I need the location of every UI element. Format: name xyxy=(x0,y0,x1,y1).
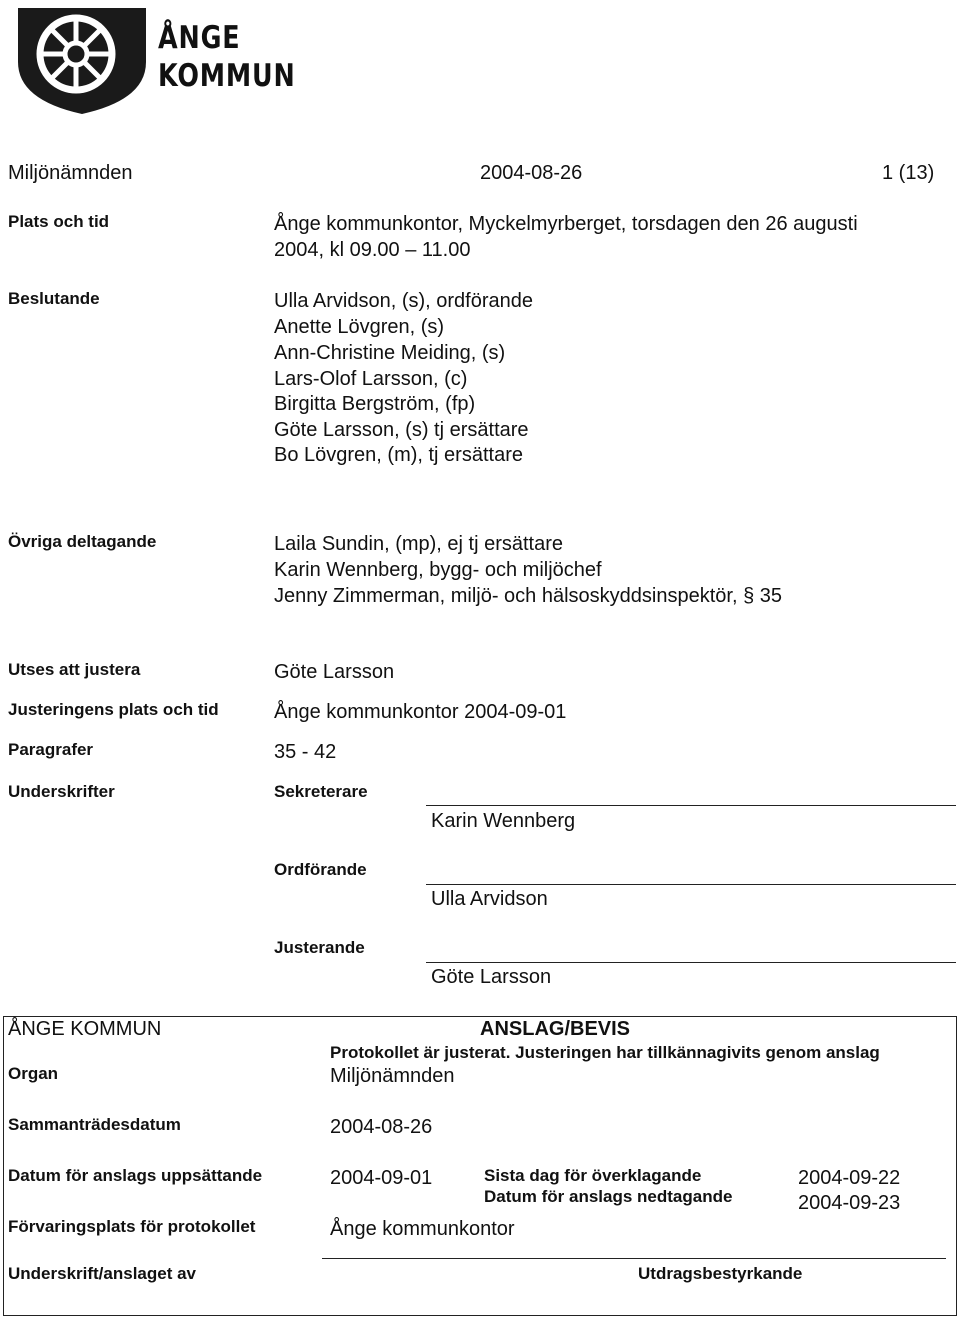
beslutande-line: Ulla Arvidson, (s), ordförande xyxy=(274,290,534,312)
sammantrade-label: Sammanträdesdatum xyxy=(8,1115,181,1134)
plats-label: Plats och tid xyxy=(8,212,110,231)
signature-name: Ulla Arvidson xyxy=(431,888,548,910)
paragrafer-value: 35 - 42 xyxy=(274,741,337,763)
anslag-intro: Protokollet är justerat. Justeringen har tillkännagivits genom anslag xyxy=(330,1043,880,1062)
signature-role: Ordförande xyxy=(274,860,367,879)
utdrag-label: Utdragsbestyrkande xyxy=(638,1264,803,1283)
ange-wheel-emblem-icon xyxy=(14,4,150,116)
anslag-signature-line xyxy=(322,1258,946,1259)
utses-label: Utses att justera xyxy=(8,660,141,679)
nedtagande-label: Datum för anslags nedtagande xyxy=(484,1187,733,1206)
beslutande-label: Beslutande xyxy=(8,289,100,308)
header-organ: Miljönämnden xyxy=(8,162,133,184)
overklagande-value: 2004-09-22 xyxy=(798,1167,901,1189)
forvaring-label: Förvaringsplats för protokollet xyxy=(8,1217,256,1236)
underskrifter-label: Underskrifter xyxy=(8,782,115,801)
signature-name: Karin Wennberg xyxy=(431,810,576,832)
beslutande-line: Birgitta Bergström, (fp) xyxy=(274,393,476,415)
organ-label: Organ xyxy=(8,1064,59,1083)
sammantrade-value: 2004-08-26 xyxy=(330,1116,433,1138)
logo-line-kommun: KOMMUN xyxy=(158,58,296,94)
underskrift-label: Underskrift/anslaget av xyxy=(8,1264,197,1283)
nedtagande-value: 2004-09-23 xyxy=(798,1192,901,1214)
anslag-title: ANSLAG/BEVIS xyxy=(480,1018,631,1040)
uppsattande-value: 2004-09-01 xyxy=(330,1167,433,1189)
overklagande-label: Sista dag för överklagande xyxy=(484,1166,702,1185)
plats-line-1: Ånge kommunkontor, Myckelmyrberget, torsdagen den 26 augusti xyxy=(274,213,858,235)
beslutande-line: Anette Lövgren, (s) xyxy=(274,316,445,338)
ovriga-line: Jenny Zimmerman, miljö- och hälsoskyddsinspektör, § 35 xyxy=(274,585,782,607)
justering-label: Justeringens plats och tid xyxy=(8,700,219,719)
utses-value: Göte Larsson xyxy=(274,661,395,683)
beslutande-line: Göte Larsson, (s) tj ersättare xyxy=(274,419,529,441)
signature-role: Justerande xyxy=(274,938,365,957)
signature-line xyxy=(426,884,956,885)
forvaring-value: Ånge kommunkontor xyxy=(330,1218,515,1240)
ovriga-line: Laila Sundin, (mp), ej tj ersättare xyxy=(274,533,564,555)
ovriga-label: Övriga deltagande xyxy=(8,532,157,551)
signature-name: Göte Larsson xyxy=(431,966,552,988)
ovriga-line: Karin Wennberg, bygg- och miljöchef xyxy=(274,559,602,581)
anslag-kommun: ÅNGE KOMMUN xyxy=(8,1018,162,1040)
signature-line xyxy=(426,962,956,963)
justering-value: Ånge kommunkontor 2004-09-01 xyxy=(274,701,567,723)
paragrafer-label: Paragrafer xyxy=(8,740,94,759)
organ-value: Miljönämnden xyxy=(330,1065,455,1087)
beslutande-line: Bo Lövgren, (m), tj ersättare xyxy=(274,444,523,466)
logo-line-ange: ÅNGE xyxy=(158,20,241,56)
header-date: 2004-08-26 xyxy=(480,162,583,184)
signature-role: Sekreterare xyxy=(274,782,368,801)
page-number: 1 (13) xyxy=(882,162,935,184)
uppsattande-label: Datum för anslags uppsättande xyxy=(8,1166,263,1185)
plats-line-2: 2004, kl 09.00 – 11.00 xyxy=(274,239,471,261)
signature-line xyxy=(426,805,956,806)
beslutande-line: Ann-Christine Meiding, (s) xyxy=(274,342,506,364)
beslutande-line: Lars-Olof Larsson, (c) xyxy=(274,368,468,390)
